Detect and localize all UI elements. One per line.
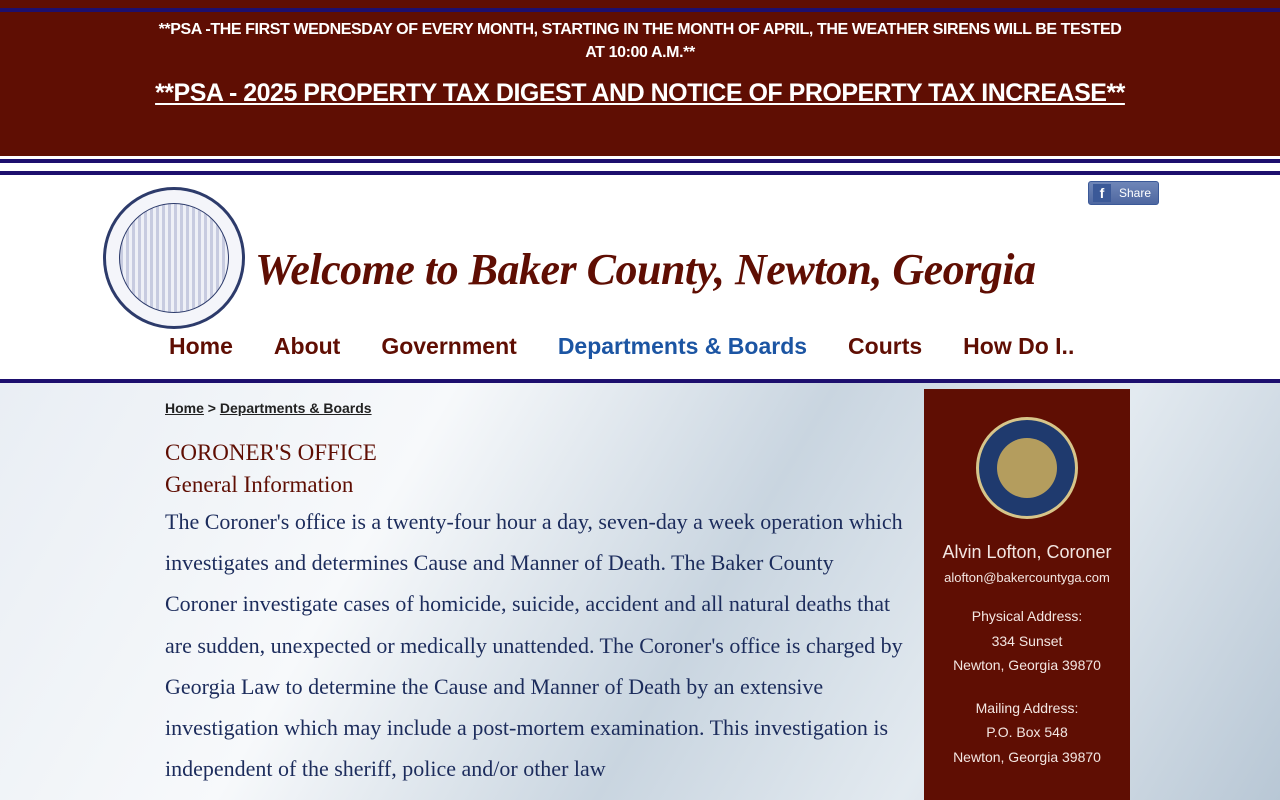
- facebook-icon: f: [1093, 184, 1111, 202]
- psa-banner: [0, 0, 1280, 156]
- nav-home[interactable]: Home: [169, 333, 233, 359]
- mailing-address-line: P.O. Box 548: [986, 724, 1068, 740]
- physical-address-line: 334 Sunset: [991, 632, 1063, 649]
- physical-address-label: Physical Address:: [971, 608, 1083, 624]
- main-content: [165, 399, 905, 789]
- breadcrumb-departments[interactable]: Departments & Boards: [219, 400, 372, 416]
- psa-tax-link[interactable]: **PSA - 2025 PROPERTY TAX DIGEST AND NOTICE OF PROPERTY TAX INCREASE**: [155, 79, 1125, 107]
- coroner-sidebar: [924, 389, 1130, 800]
- physical-address-line: Newton, Georgia 39870: [953, 657, 1101, 673]
- body-text: The Coroner's office is a twenty-four hour a day, seven-day a week operation which investigates and determines Cause and Manner of Death. The Baker County Coroner investigate cases of homicide, suicide, accident and all natural deaths that are sudden, unexpected or medically unattended. The Coroner's office is charged by Georgia Law to determine the Cause and Manner of Death by an extensive investigation which may include a post-mortem examination. This investigation is independent of the sheriff, police and/or other law: [165, 509, 903, 782]
- breadcrumb-home[interactable]: Home: [165, 400, 204, 416]
- nav-government[interactable]: Government: [381, 333, 517, 359]
- county-seal-logo[interactable]: [103, 187, 245, 329]
- mailing-address-line: Newton, Georgia 39870: [953, 748, 1101, 765]
- site-title: Welcome to Baker County, Newton, Georgia: [255, 245, 1036, 294]
- divider: [0, 171, 1280, 175]
- psa-sirens-text: **PSA -THE FIRST WEDNESDAY OF EVERY MONTH, STARTING IN THE MONTH OF APRIL, THE WEATHER SIRENS WILL BE TESTED AT 10:00 A.M.**: [158, 21, 1122, 61]
- section-heading: General Information: [165, 472, 354, 497]
- breadcrumb: [165, 399, 905, 417]
- share-label: Share: [1119, 186, 1152, 200]
- physical-address: [924, 604, 1130, 678]
- page-title: CORONER'S OFFICE: [165, 440, 377, 465]
- divider: [0, 8, 1280, 12]
- breadcrumb-separator: >: [203, 400, 220, 416]
- coroner-email[interactable]: alofton@bakercountyga.com: [944, 570, 1110, 585]
- facebook-share-button[interactable]: [1088, 181, 1159, 205]
- mailing-address: [924, 696, 1130, 770]
- nav-about[interactable]: About: [273, 333, 341, 359]
- nav-courts[interactable]: Courts: [848, 333, 923, 359]
- coroner-seal-logo: [976, 417, 1078, 519]
- mailing-address-label: Mailing Address:: [975, 699, 1079, 716]
- nav-how-do-i[interactable]: How Do I..: [963, 333, 1075, 359]
- nav-departments-boards[interactable]: Departments & Boards: [557, 333, 808, 359]
- main-nav: [169, 332, 1115, 360]
- psa-notices: [0, 18, 1280, 108]
- coroner-name: Alvin Lofton, Coroner: [942, 542, 1112, 562]
- divider: [0, 159, 1280, 163]
